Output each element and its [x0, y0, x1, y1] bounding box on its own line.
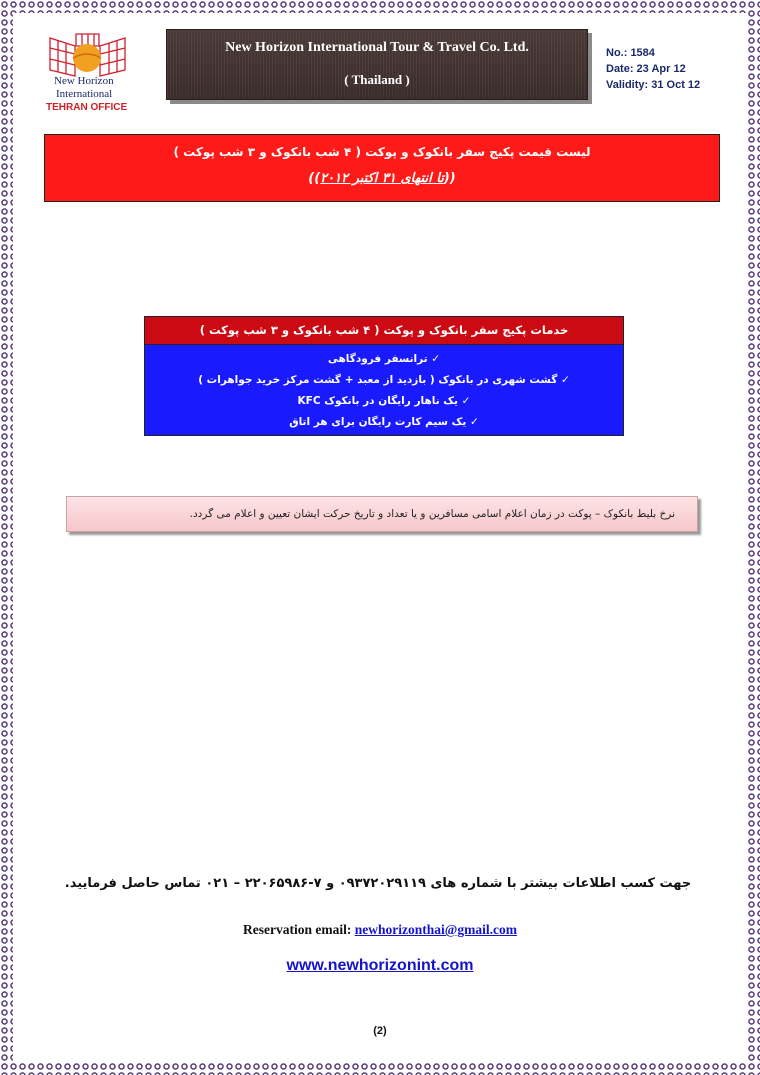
document-validity: Validity: 31 Oct 12: [606, 79, 701, 91]
logo-line1: New Horizon: [54, 75, 114, 87]
email-link[interactable]: newhorizonthai@gmail.com: [354, 922, 517, 937]
list-item: ✓ ترانسفر فرودگاهی: [327, 353, 441, 365]
page-number: (2): [373, 1025, 387, 1037]
logo-line2: International: [56, 88, 113, 100]
services-heading: خدمات پکیج سفر بانکوک و پوکت ( ۴ شب بانکوک و ۳ شب پوکت ): [145, 317, 623, 345]
office-label: TEHRAN OFFICE: [46, 102, 128, 113]
subtitle-open-paren: ((: [443, 171, 456, 186]
company-header: [166, 29, 588, 100]
document-meta: [606, 45, 700, 93]
ticket-note-text: نرخ بلیط بانکوک – پوکت در زمان اعلام اسامی مسافرین و یا تعداد و تاریخ حرکت ایشان تعیین و اعلام می گردد.: [189, 508, 675, 520]
document-number: No.: 1584: [606, 47, 655, 59]
company-country: ( Thailand ): [344, 72, 410, 87]
validity-subtitle: [45, 171, 719, 186]
list-item: ✓ یک ناهار رایگان در بانکوک KFC: [297, 395, 471, 407]
company-name: New Horizon International Tour & Travel Co. Ltd.: [225, 40, 529, 55]
reservation-email-line: [0, 922, 760, 938]
email-label: Reservation email:: [243, 922, 352, 937]
package-services-box: [144, 316, 624, 436]
contact-phone-text: جهت کسب اطلاعات بیشتر با شماره های ۰۹۳۷۲۰۲۹۱۱۹ و ۷-۲۲۰۶۵۹۸۶ – ۰۲۱ تماس حاصل فرمایید.: [64, 876, 692, 891]
price-list-title-box: [44, 134, 720, 202]
list-item: ✓ یک سیم کارت رایگان برای هر اتاق: [289, 416, 479, 428]
document-date: Date: 23 Apr 12: [606, 63, 686, 75]
subtitle-main: تا انتهای ۳۱ اکتبر ۲۰۱۲: [320, 171, 444, 186]
list-item: ✓ گشت شهری در بانکوک ( بازدید از معبد + گشت مرکز خرید جواهرات ): [198, 374, 570, 386]
price-list-title: لیست قیمت پکیج سفر بانکوک و پوکت ( ۴ شب بانکوک و ۳ شب پوکت ): [173, 145, 591, 159]
ticket-note-box: [66, 496, 698, 532]
subtitle-close-paren: )): [308, 171, 321, 186]
services-list: [145, 345, 623, 433]
website-link[interactable]: www.newhorizonint.com: [286, 957, 474, 974]
